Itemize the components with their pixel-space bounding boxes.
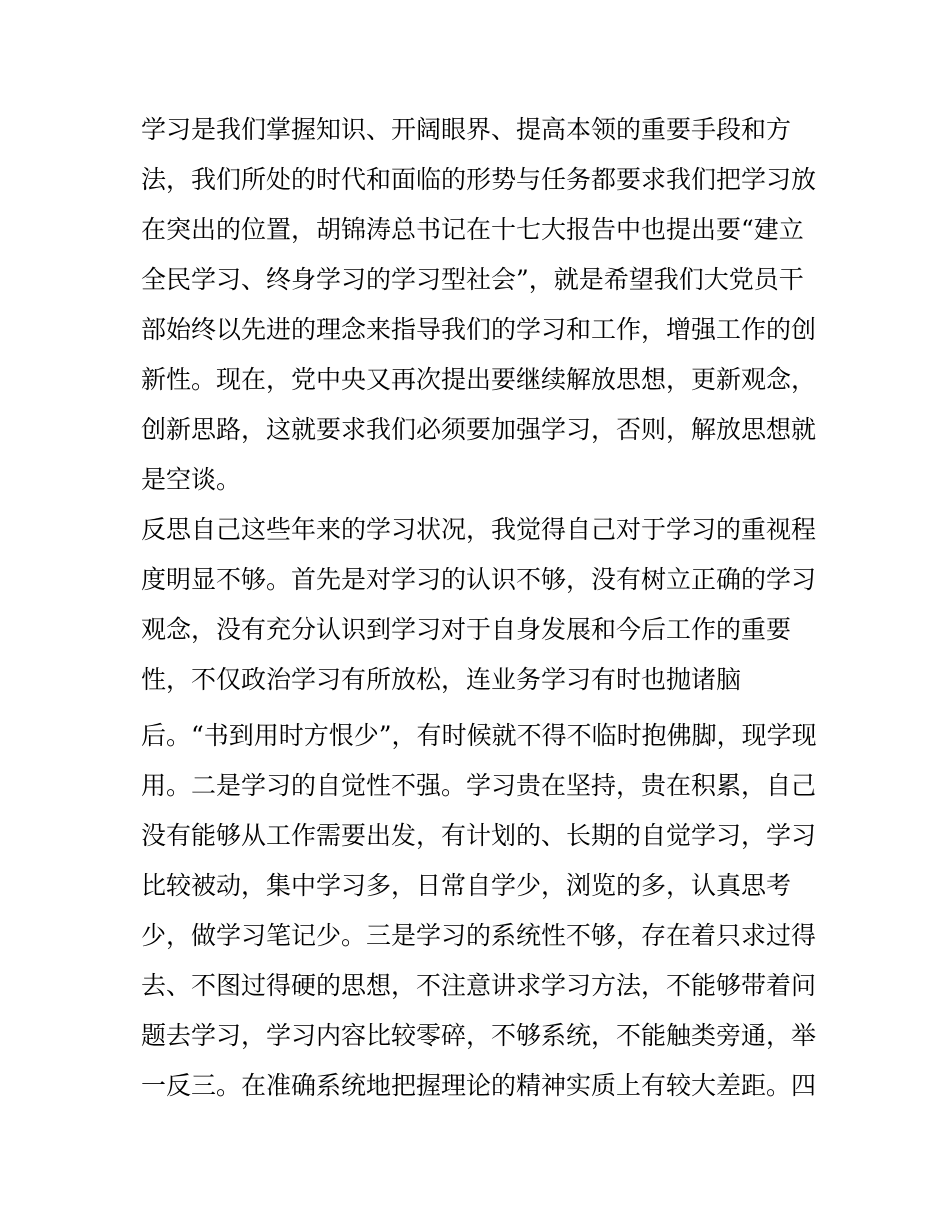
text-line: 少，做学习笔记少。三是学习的系统性不够，存在着只求过得 [141, 921, 817, 950]
text-line: 没有能够从工作需要出发，有计划的、长期的自觉学习，学习 [141, 821, 817, 850]
text-line: 创新思路，这就要求我们必须要加强学习，否则，解放思想就 [141, 415, 817, 444]
text-line: 学习是我们掌握知识、开阔眼界、提高本领的重要手段和方 [141, 115, 792, 144]
text-line: 全民学习、终身学习的学习型社会”，就是希望我们大党员干 [141, 265, 804, 294]
text-line: 用。二是学习的自觉性不强。学习贵在坚持，贵在积累，自己 [141, 771, 817, 800]
text-line: 反思自己这些年来的学习状况，我觉得自己对于学习的重视程 [141, 515, 817, 544]
text-line: 比较被动，集中学习多，日常自学少，浏览的多，认真思考 [141, 871, 792, 900]
text-line: 去、不图过得硬的思想，不注意讲求学习方法，不能够带着问 [141, 971, 817, 1000]
text-line: 是空谈。 [141, 465, 242, 494]
text-line: 在突出的位置，胡锦涛总书记在十七大报告中也提出要“建立 [141, 215, 804, 244]
text-line: 观念，没有充分认识到学习对于自身发展和今后工作的重要 [141, 615, 792, 644]
text-line: 后。“书到用时方恨少”，有时候就不得不临时抱佛脚，现学现 [141, 721, 817, 750]
text-line: 新性。现在，党中央又再次提出要继续解放思想，更新观念， [141, 365, 817, 394]
text-line: 性，不仅政治学习有所放松，连业务学习有时也抛诸脑 [141, 665, 742, 694]
text-line: 法，我们所处的时代和面临的形势与任务都要求我们把学习放 [141, 165, 817, 194]
text-line: 题去学习，学习内容比较零碎，不够系统，不能触类旁通，举 [141, 1021, 817, 1050]
text-line: 部始终以先进的理念来指导我们的学习和工作，增强工作的创 [141, 315, 817, 344]
text-line: 一反三。在准确系统地把握理论的精神实质上有较大差距。四 [141, 1071, 817, 1100]
text-line: 度明显不够。首先是对学习的认识不够，没有树立正确的学习 [141, 565, 817, 594]
